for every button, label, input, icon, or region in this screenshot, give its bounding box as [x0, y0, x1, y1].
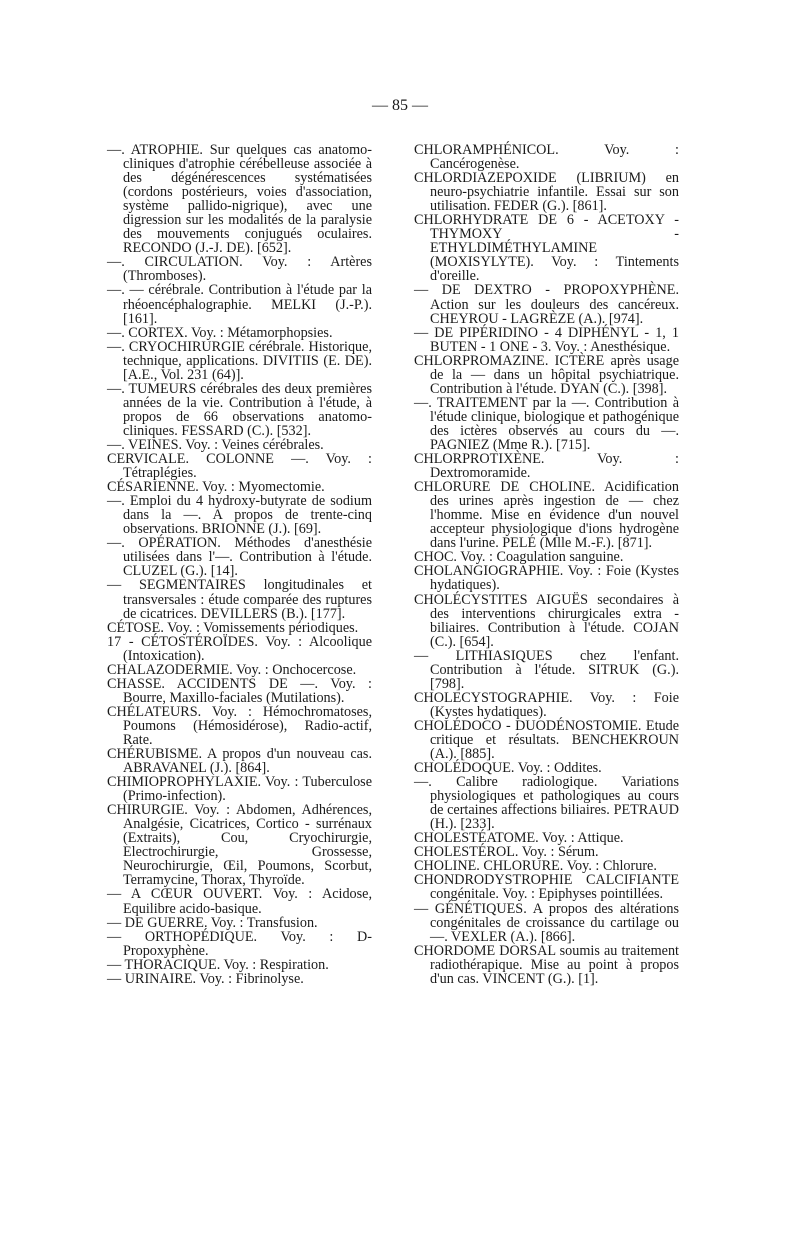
index-entry: CHOLÉCYSTITES AIGUËS secondaires à des interventions chirurgicales extra - biliaires. Contribution à l'étude. COJAN (C.). [654]. — [414, 591, 679, 650]
index-entry: —. CIRCULATION. Voy. : Artères (Thromboses). — [107, 254, 372, 285]
index-entry: CHALAZODERMIE. Voy. : Onchocercose. — [107, 661, 357, 678]
index-entry: —. — cérébrale. Contribution à l'étude par la rhéoencéphalographie. MELKI (J.-P.). [161]. — [107, 282, 372, 327]
index-entry: CHLORURE DE CHOLINE. Acidification des urines après ingestion de — chez l'homme. Mise en évidence d'un nouvel accepteur physiologique d'ions hydrogène dans l'urine. PELÉ (Mlle M.-F.). [871]. — [414, 479, 679, 552]
index-entry: CHIMIOPROPHYLAXIE. Voy. : Tuberculose (Primo-infection). — [107, 774, 372, 805]
index-entry: CHLORHYDRATE DE 6 - ACETOXY - THYMOXY - ETHYLDIMÉTHYLAMINE (MOXISYLYTE). Voy. : Tintements d'oreille. — [414, 212, 679, 285]
index-entry: —. Calibre radiologique. Variations physiologiques et pathologiques au cours de certaines affections biliaires. PETRAUD (H.). [233]. — [414, 774, 679, 833]
index-entry: CHOLESTÉROL. Voy. : Sérum. — [414, 844, 599, 861]
index-entry: CHORDOME DORSAL soumis au traitement radiothérapique. Mise au point à propos d'un cas. VINCENT (G.). [1]. — [414, 942, 679, 987]
index-entry: —. TUMEURS cérébrales des deux premières années de la vie. Contribution à l'étude, à propos de 66 observations anatomo-cliniques. FESSARD (C.). [532]. — [107, 380, 372, 439]
index-entry: — THORACIQUE. Voy. : Respiration. — [107, 956, 329, 973]
index-entry: CÉSARIENNE. Voy. : Myomectomie. — [107, 479, 325, 496]
index-entry: — URINAIRE. Voy. : Fibrinolyse. — [107, 970, 304, 987]
index-entry: —. Emploi du 4 hydroxy-butyrate de sodium dans la —. A propos de trente-cinq observations. BRIONNE (J.). [69]. — [107, 493, 372, 538]
index-entry: CHOLECYSTOGRAPHIE. Voy. : Foie (Kystes hydatiques). — [414, 689, 679, 720]
index-entry: — LITHIASIQUES chez l'enfant. Contribution à l'étude. SITRUK (G.). [798]. — [414, 647, 679, 692]
index-entry: CERVICALE. COLONNE —. Voy. : Tétraplégies. — [107, 451, 372, 482]
index-entry: — DE DEXTRO - PROPOXYPHÈNE. Action sur les douleurs des cancéreux. CHEYROU - LAGRÈZE (A.). [974]. — [414, 282, 679, 327]
index-entry: CHÉLATEURS. Voy. : Hémochromatoses, Poumons (Hémosidérose), Radio-actif, Rate. — [107, 703, 372, 748]
index-entry: —. OPÉRATION. Méthodes d'anesthésie utilisées dans l'—. Contribution à l'étude. CLUZEL (G.). [14]. — [107, 535, 372, 580]
left-column — [107, 143, 372, 986]
index-entry: CHOLESTÉATOME. Voy. : Attique. — [414, 830, 624, 847]
index-entry: CHOLÉDOCO - DUODÉNOSTOMIE. Etude critique et résultats. BENCHEKROUN (A.). [885]. — [414, 717, 679, 763]
right-column — [414, 143, 679, 986]
index-entry: —. ATROPHIE. Sur quelques cas anatomo-cliniques d'atrophie cérébelleuse associée à des dégénérescences systématisées (cordons postérieurs, voies d'association, système pallido-nigrique), avec une digression sur les modalités de la paralysie des mouvements conjugués oculaires. RECONDO (J.-J. DE). [652]. — [107, 142, 372, 257]
index-entry: CHOLANGIOGRAPHIE. Voy. : Foie (Kystes hydatiques). — [414, 563, 679, 594]
index-entry: — A CŒUR OUVERT. Voy. : Acidose, Equilibre acido-basique. — [107, 886, 372, 917]
index-entry: CHONDRODYSTROPHIE CALCIFIANTE congénitale. Voy. : Epiphyses pointillées. — [414, 872, 679, 903]
page-number: — 85 — — [372, 97, 428, 114]
index-entry: CHIRURGIE. Voy. : Abdomen, Adhérences, Analgésie, Cicatrices, Cortico - surrénaux (Extraits), Cou, Cryochirurgie, Electrochirurgie, Grossesse, Neurochirurgie, Œil, Poumons, Scorbut, Terramycine, Thorax, Thyroïde. — [107, 802, 372, 889]
index-entry: CHASSE. ACCIDENTS DE —. Voy. : Bourre, Maxillo-faciales (Mutilations). — [107, 675, 372, 706]
index-entry: — GÉNÉTIQUES. A propos des altérations congénitales de croissance du cartilage ou —. VEXLER (A.). [866]. — [414, 900, 679, 945]
index-entry: CHLORAMPHÉNICOL. Voy. : Cancérogenèse. — [414, 142, 679, 173]
index-entry: — SEGMENTAIRES longitudinales et transversales : étude comparée des ruptures de cicatrices. DEVILLERS (B.). [177]. — [107, 577, 372, 622]
index-entry: CHÉRUBISME. A propos d'un nouveau cas. ABRAVANEL (J.). [864]. — [107, 746, 372, 777]
index-entry: CHOC. Voy. : Coagulation sanguine. — [414, 549, 624, 566]
index-entry: — ORTHOPÉDIQUE. Voy. : D-Propoxyphène. — [107, 928, 372, 959]
index-entry: —. CRYOCHIRURGIE cérébrale. Historique, technique, applications. DIVITIIS (E. DE). [A.E., Vol. 231 (64)]. — [107, 338, 372, 383]
index-entry: CHLORDIAZEPOXIDE (LIBRIUM) en neuro-psychiatrie infantile. Essai sur son utilisation. FEDER (G.). [861]. — [414, 170, 679, 215]
index-entry: —. VEINES. Voy. : Veines cérébrales. — [107, 436, 324, 453]
index-entry: — DE GUERRE. Voy. : Transfusion. — [107, 914, 318, 931]
index-entry: CHLORPROTIXÈNE. Voy. : Dextromoramide. — [414, 451, 679, 482]
index-entry: CHOLÉDOQUE. Voy. : Oddites. — [414, 760, 602, 777]
index-entry: —. CORTEX. Voy. : Métamorphopsies. — [107, 324, 333, 341]
index-entry: CÉTOSE. Voy. : Vomissements périodiques. — [107, 619, 359, 636]
index-entry: CHOLINE. CHLORURE. Voy. : Chlorure. — [414, 858, 657, 875]
index-entry: CHLORPROMAZINE. ICTÈRE après usage de la — dans un hôpital psychiatrique. Contribution à l'étude. DYAN (C.). [398]. — [414, 352, 679, 397]
index-entry: 17 - CÉTOSTÉROÏDES. Voy. : Alcoolique (Intoxication). — [107, 633, 372, 664]
index-entry: — DE PIPÉRIDINO - 4 DIPHÉNYL - 1, 1 BUTEN - 1 ONE - 3. Voy. : Anesthésique. — [414, 324, 679, 355]
index-entry: —. TRAITEMENT par la —. Contribution à l'étude clinique, biologique et pathogénique des ictères observés au cours du —. PAGNIEZ (Mme R.). [715]. — [414, 394, 679, 453]
